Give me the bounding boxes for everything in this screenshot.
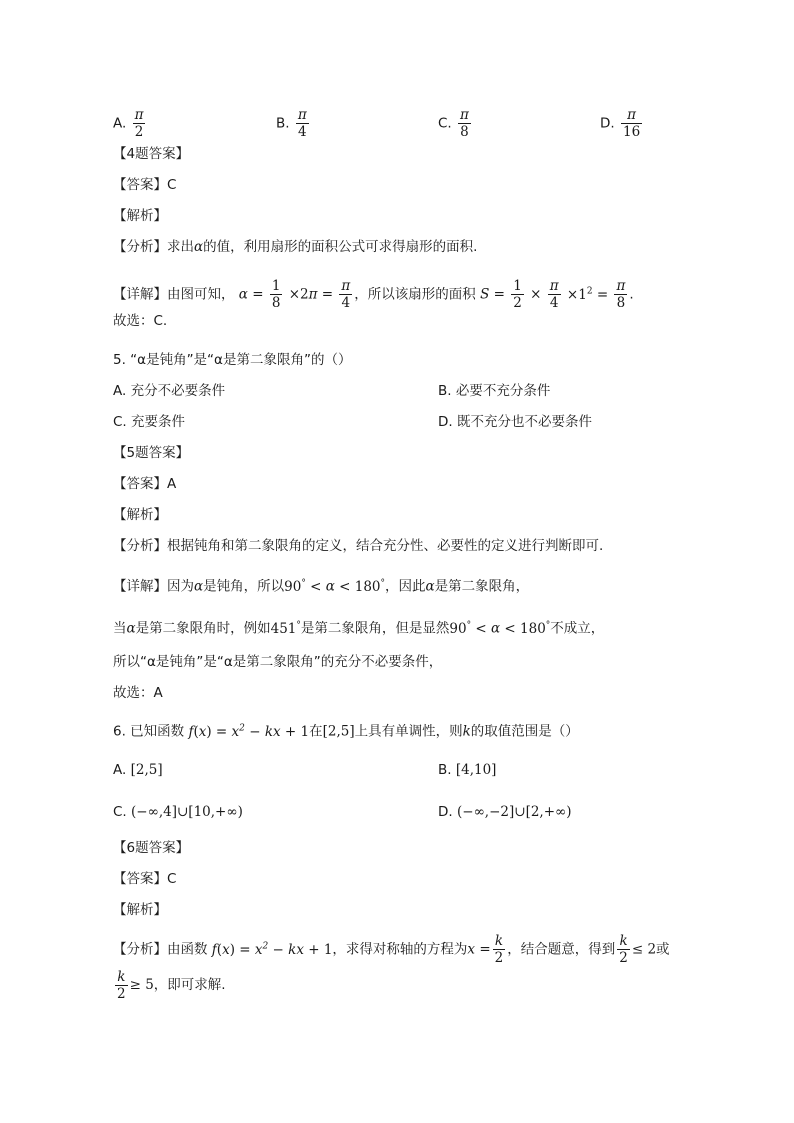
text: 或 bbox=[656, 941, 670, 958]
fraction: $\frac{\pi}{4}$ bbox=[341, 278, 351, 311]
math-alpha: α bbox=[194, 239, 204, 255]
q4-option-a bbox=[113, 107, 147, 140]
q5-option-c bbox=[113, 412, 185, 432]
text: 是第二象限角， bbox=[434, 578, 530, 595]
option-letter: D. bbox=[438, 804, 453, 820]
text: 上具有单调性，则 bbox=[354, 723, 463, 740]
q4-detail: 【详解】由图可知， α = $\frac{1}{8}$ ×2π = $\frac{\pi}{4}$ ，所以该扇形的面积 S = $\frac{1}{2}$ × $\frac{\pi}{4}$ $\times 1^2$ = $\frac{\pi}{8}$ . bbox=[113, 278, 634, 311]
q6-option-c bbox=[113, 802, 243, 822]
fraction: $\frac{\pi}{4}$ bbox=[297, 107, 307, 140]
text: 是钝角，所以 bbox=[203, 578, 285, 595]
fraction: $\frac{\pi}{2}$ bbox=[134, 107, 144, 140]
math-expr: ×2π = bbox=[288, 286, 334, 303]
text: ，即可求解. bbox=[153, 977, 226, 993]
q4-fenxi bbox=[113, 237, 477, 257]
fraction: $\frac{\pi}{8}$ bbox=[616, 278, 626, 311]
text: 由图可知， bbox=[167, 286, 235, 303]
q6-answer-header: 【6题答案】 bbox=[113, 840, 190, 856]
math-alpha: α bbox=[425, 578, 435, 595]
math-expr: 90° < α < 180° bbox=[284, 578, 386, 595]
q5-stem: 5. “α是钝角”是“α是第二象限角”的（） bbox=[113, 352, 352, 368]
fraction: $\frac{k}{2}$ bbox=[494, 933, 504, 966]
q4-analysis-label: 【解析】 bbox=[113, 208, 167, 224]
text: 由函数 bbox=[167, 941, 208, 958]
option-letter: A. bbox=[113, 383, 127, 399]
detail-label: 【详解】 bbox=[113, 286, 167, 303]
option-letter: A. bbox=[113, 115, 127, 132]
math-alpha: α bbox=[126, 620, 136, 637]
q4-answer bbox=[113, 175, 176, 195]
q5-conclusion: 故选：A bbox=[113, 685, 163, 701]
math-expr: 451° bbox=[270, 620, 301, 637]
answer-value: C bbox=[167, 177, 177, 193]
q5-detail bbox=[113, 573, 529, 597]
fraction: $\frac{k}{2}$ bbox=[117, 968, 126, 1002]
text: ，结合题意，得到 bbox=[507, 941, 616, 958]
math-expr: x = bbox=[467, 941, 491, 958]
q4-answer-header: 【4题答案】 bbox=[113, 146, 190, 162]
fraction: $\frac{1}{2}$ bbox=[513, 278, 522, 311]
answer-value: A bbox=[167, 476, 177, 492]
text: 是第二象限角，但是显然 bbox=[300, 620, 450, 637]
math-expr: α = bbox=[238, 286, 264, 303]
q5-fenxi bbox=[113, 536, 603, 556]
q6-option-b bbox=[438, 760, 496, 780]
option-text: [2,5] bbox=[130, 762, 163, 778]
text: 求出 bbox=[167, 239, 194, 255]
q6-fenxi-line2 bbox=[113, 968, 226, 1002]
q5-answer-header: 【5题答案】 bbox=[113, 445, 190, 461]
q6-option-d bbox=[438, 802, 572, 822]
q6-fenxi bbox=[113, 929, 670, 967]
math-expr: $f(x) = x^2$ − kx + 1 bbox=[207, 941, 333, 958]
q5-answer bbox=[113, 474, 176, 494]
math-alpha: α bbox=[194, 578, 204, 595]
option-letter: B. bbox=[438, 762, 452, 778]
q5-detail-line2 bbox=[113, 615, 604, 639]
text: 6. 已知函数 bbox=[113, 723, 185, 740]
text: 的取值范围是（） bbox=[470, 723, 579, 740]
fenxi-label: 【分析】 bbox=[113, 941, 167, 958]
option-text: (−∞,4]∪[10,+∞) bbox=[131, 804, 243, 820]
math-expr: ≤ 2 bbox=[631, 941, 657, 958]
text: 不成立， bbox=[550, 620, 605, 637]
option-text: 充分不必要条件 bbox=[130, 383, 226, 399]
q4-conclusion: 故选：C. bbox=[113, 313, 168, 329]
detail-label: 【详解】 bbox=[113, 578, 167, 595]
option-letter: C. bbox=[113, 414, 127, 430]
fraction: $\frac{\pi}{8}$ bbox=[460, 107, 469, 140]
q6-answer bbox=[113, 869, 176, 889]
q5-option-b bbox=[438, 381, 550, 401]
option-text: 充要条件 bbox=[131, 414, 186, 430]
fenxi-label: 【分析】 bbox=[113, 538, 167, 554]
text: 的值，利用扇形的面积公式可求得扇形的面积. bbox=[203, 239, 478, 255]
answer-label: 【答案】 bbox=[113, 871, 167, 887]
option-text: (−∞,−2]∪[2,+∞) bbox=[456, 804, 572, 820]
fraction: $\frac{\pi}{16}$ bbox=[622, 107, 641, 140]
q6-analysis-label: 【解析】 bbox=[113, 902, 167, 918]
option-letter: C. bbox=[113, 804, 127, 820]
q5-analysis-label: 【解析】 bbox=[113, 507, 167, 523]
option-letter: D. bbox=[438, 414, 453, 430]
text: 是第二象限角时，例如 bbox=[135, 620, 271, 637]
q5-option-d bbox=[438, 412, 592, 432]
answer-value: C bbox=[167, 871, 177, 887]
answer-label: 【答案】 bbox=[113, 476, 167, 492]
q4-option-d bbox=[600, 107, 644, 140]
option-letter: C. bbox=[438, 115, 452, 132]
text: ，因此 bbox=[385, 578, 426, 595]
text: 根据钝角和第二象限角的定义，结合充分性、必要性的定义进行判断即可. bbox=[167, 538, 604, 554]
math-expr: ≥ 5 bbox=[129, 977, 154, 993]
option-letter: D. bbox=[600, 115, 615, 132]
text: 因为 bbox=[167, 578, 194, 595]
q6-stem bbox=[113, 718, 579, 742]
q4-option-c bbox=[438, 107, 473, 140]
fenxi-label: 【分析】 bbox=[113, 239, 167, 255]
fraction: $\frac{\pi}{4}$ bbox=[549, 278, 559, 311]
math-expr: $f(x) = x^2$ − kx + 1 bbox=[184, 723, 310, 740]
text: ，所以该扇形的面积 bbox=[354, 286, 476, 303]
option-letter: A. bbox=[113, 762, 127, 778]
fraction: $\frac{k}{2}$ bbox=[619, 933, 628, 966]
option-text: [4,10] bbox=[455, 762, 497, 778]
answer-label: 【答案】 bbox=[113, 177, 167, 193]
math-expr: [2,5] bbox=[322, 723, 355, 740]
text: 在 bbox=[309, 723, 323, 740]
text: 当 bbox=[113, 620, 127, 637]
q4-option-b bbox=[276, 107, 311, 140]
q5-detail-line3: 所以“α是钝角”是“α是第二象限角”的充分不必要条件， bbox=[113, 654, 443, 670]
option-letter: B. bbox=[276, 115, 290, 132]
option-letter: B. bbox=[438, 383, 452, 399]
math-expr: S = bbox=[480, 286, 505, 303]
option-text: 既不充分也不必要条件 bbox=[456, 414, 592, 430]
math-expr: × bbox=[530, 286, 542, 303]
fraction: $\frac{1}{8}$ bbox=[271, 278, 281, 311]
math-expr: 90° < α < 180° bbox=[449, 620, 551, 637]
text: ，求得对称轴的方程为 bbox=[332, 941, 468, 958]
q5-option-a bbox=[113, 381, 225, 401]
math-k: k bbox=[462, 723, 471, 740]
q6-option-a bbox=[113, 760, 163, 780]
math-expr: $\times 1^2$ = bbox=[566, 286, 609, 303]
option-text: 必要不充分条件 bbox=[455, 383, 551, 399]
